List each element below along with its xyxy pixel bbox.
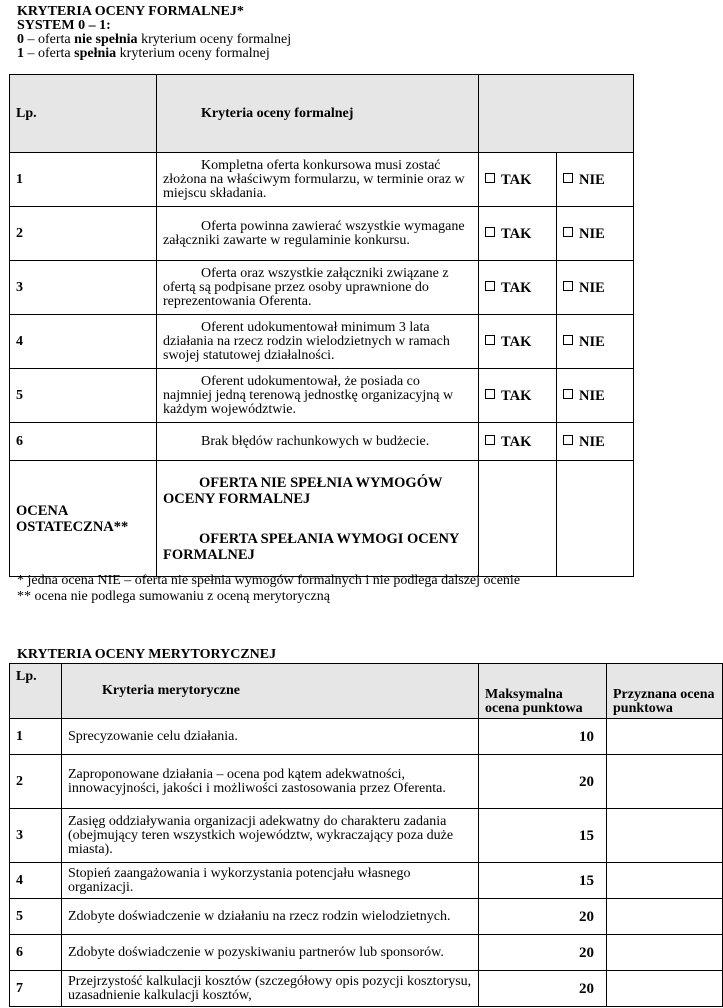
- merit-row: [10, 935, 723, 971]
- criterion-text: Oferent udokumentował, że posiada co najmniej jedną terenową jednostkę organizacyjną w każdym województwie.: [157, 369, 479, 423]
- max-points: 15: [479, 809, 607, 863]
- checkbox-icon[interactable]: [563, 281, 573, 291]
- footnote-1: * jedna ocena NIE – oferta nie spełnia wymogów formalnych i nie podlega dalszej ocenie: [17, 573, 521, 588]
- formal-title: KRYTERIA OCENY FORMALNEJ*: [17, 4, 244, 19]
- checkbox-icon[interactable]: [563, 227, 573, 237]
- given-points-cell[interactable]: [607, 935, 723, 971]
- given-points-cell[interactable]: [607, 755, 723, 809]
- max-points-header: Maksymalna ocena punktowa: [479, 664, 607, 719]
- nie-option[interactable]: NIE: [557, 207, 634, 261]
- formal-row: [10, 261, 634, 315]
- footnotes: [17, 573, 520, 605]
- max-points: 20: [479, 899, 607, 935]
- row-number: 7: [10, 971, 62, 1007]
- merit-lp-header: Lp.: [10, 664, 62, 719]
- legend-one: 1 – oferta spełnia kryterium oceny formalnej: [17, 46, 270, 61]
- checkbox-icon[interactable]: [485, 435, 495, 445]
- given-points-cell[interactable]: [607, 899, 723, 935]
- max-points: 20: [479, 755, 607, 809]
- row-number: 6: [10, 423, 157, 461]
- formal-row: [10, 315, 634, 369]
- checkbox-icon[interactable]: [563, 173, 573, 183]
- row-number: 1: [10, 153, 157, 207]
- criterion-text: Zdobyte doświadczenie w pozyskiwaniu partnerów lub sponsorów.: [62, 935, 479, 971]
- merit-row: [10, 863, 723, 899]
- formal-row: [10, 153, 634, 207]
- formal-table-header: [10, 75, 634, 153]
- formal-header: [17, 5, 291, 61]
- checkbox-icon[interactable]: [485, 335, 495, 345]
- criterion-text: Kompletna oferta konkursowa musi zostać złożona na właściwym formularzu, w terminie oraz w miejscu składania.: [157, 153, 479, 207]
- formal-row: [10, 207, 634, 261]
- legend-zero: 0 – oferta nie spełnia kryterium oceny formalnej: [17, 32, 292, 47]
- given-points-cell[interactable]: [607, 719, 723, 755]
- criterion-text: Oferent udokumentował minimum 3 lata działania na rzecz rodzin wielodzietnych w ramach swojej statutowej działalności.: [157, 315, 479, 369]
- nie-option[interactable]: NIE: [557, 369, 634, 423]
- max-points: 20: [479, 935, 607, 971]
- final-fail-option[interactable]: OFERTA NIE SPEŁNIA WYMOGÓW OCENY FORMALNEJ: [163, 474, 443, 507]
- merit-row: [10, 899, 723, 935]
- checkbox-icon[interactable]: [563, 435, 573, 445]
- max-points: 10: [479, 719, 607, 755]
- row-number: 3: [10, 261, 157, 315]
- checkbox-icon[interactable]: [485, 173, 495, 183]
- criterion-text: Sprecyzowanie celu działania.: [62, 719, 479, 755]
- row-number: 2: [10, 755, 62, 809]
- checkbox-icon[interactable]: [485, 281, 495, 291]
- criterion-text: Stopień zaangażowania i wykorzystania potencjału własnego organizacji.: [62, 863, 479, 899]
- final-assessment-row: [10, 461, 634, 577]
- max-points: 20: [479, 971, 607, 1007]
- merit-row: [10, 809, 723, 863]
- merit-title: KRYTERIA OCENY MERYTORYCZNEJ: [17, 647, 277, 662]
- merit-row: [10, 971, 723, 1007]
- criteria-header: Kryteria oceny formalnej: [157, 75, 479, 153]
- row-number: 1: [10, 719, 62, 755]
- row-number: 3: [10, 809, 62, 863]
- merit-row: [10, 755, 723, 809]
- criterion-text: Oferta oraz wszystkie załączniki związane z ofertą są podpisane przez osoby uprawnione do reprezentowania Oferenta.: [157, 261, 479, 315]
- criterion-text: Przejrzystość kalkulacji kosztów (szczegółowy opis pozycji kosztorysu, uzasadnienie kalkulacji kosztów,: [62, 971, 479, 1007]
- tak-option[interactable]: TAK: [479, 369, 557, 423]
- row-number: 5: [10, 369, 157, 423]
- merit-criteria-table: [9, 663, 723, 1007]
- final-pass-option[interactable]: OFERTA SPEŁANIA WYMOGI OCENY FORMALNEJ: [163, 530, 459, 563]
- checkbox-icon[interactable]: [485, 227, 495, 237]
- max-points: 15: [479, 863, 607, 899]
- given-points-header: Przyznana ocena punktowa: [607, 664, 723, 719]
- formal-row: [10, 423, 634, 461]
- merit-table-header: [10, 664, 723, 719]
- row-number: 6: [10, 935, 62, 971]
- row-number: 4: [10, 315, 157, 369]
- row-number: 2: [10, 207, 157, 261]
- checkbox-icon[interactable]: [563, 389, 573, 399]
- criterion-text: Zaproponowane działania – ocena pod kątem adekwatności, innowacyjności, jakości i możliwości zastosowania przez Oferenta.: [62, 755, 479, 809]
- criterion-text: Brak błędów rachunkowych w budżecie.: [157, 423, 479, 461]
- merit-criteria-header: Kryteria merytoryczne: [62, 664, 479, 719]
- formal-criteria-table: [9, 74, 634, 577]
- nie-option[interactable]: NIE: [557, 153, 634, 207]
- given-points-cell[interactable]: [607, 971, 723, 1007]
- given-points-cell[interactable]: [607, 809, 723, 863]
- checkbox-icon[interactable]: [563, 335, 573, 345]
- final-label: OCENA OSTATECZNA**: [10, 461, 157, 577]
- row-number: 5: [10, 899, 62, 935]
- tak-option[interactable]: TAK: [479, 423, 557, 461]
- tak-option[interactable]: TAK: [479, 315, 557, 369]
- merit-row: [10, 719, 723, 755]
- tak-option[interactable]: TAK: [479, 153, 557, 207]
- criterion-text: Zasięg oddziaływania organizacji adekwatny do charakteru zadania (obejmujący teren wszystkich województw, wykraczający poza duże miasta).: [62, 809, 479, 863]
- row-number: 4: [10, 863, 62, 899]
- footnote-2: ** ocena nie podlega sumowaniu z oceną merytoryczną: [17, 589, 330, 604]
- checkbox-icon[interactable]: [485, 389, 495, 399]
- nie-option[interactable]: NIE: [557, 423, 634, 461]
- criterion-text: Zdobyte doświadczenie w działaniu na rzecz rodzin wielodzietnych.: [62, 899, 479, 935]
- criterion-text: Oferta powinna zawierać wszystkie wymagane załączniki zawarte w regulaminie konkursu.: [157, 207, 479, 261]
- tak-option[interactable]: TAK: [479, 207, 557, 261]
- nie-option[interactable]: NIE: [557, 315, 634, 369]
- tak-option[interactable]: TAK: [479, 261, 557, 315]
- formal-row: [10, 369, 634, 423]
- system-label: SYSTEM 0 – 1:: [17, 18, 111, 33]
- lp-header: Lp.: [10, 75, 157, 153]
- given-points-cell[interactable]: [607, 863, 723, 899]
- nie-option[interactable]: NIE: [557, 261, 634, 315]
